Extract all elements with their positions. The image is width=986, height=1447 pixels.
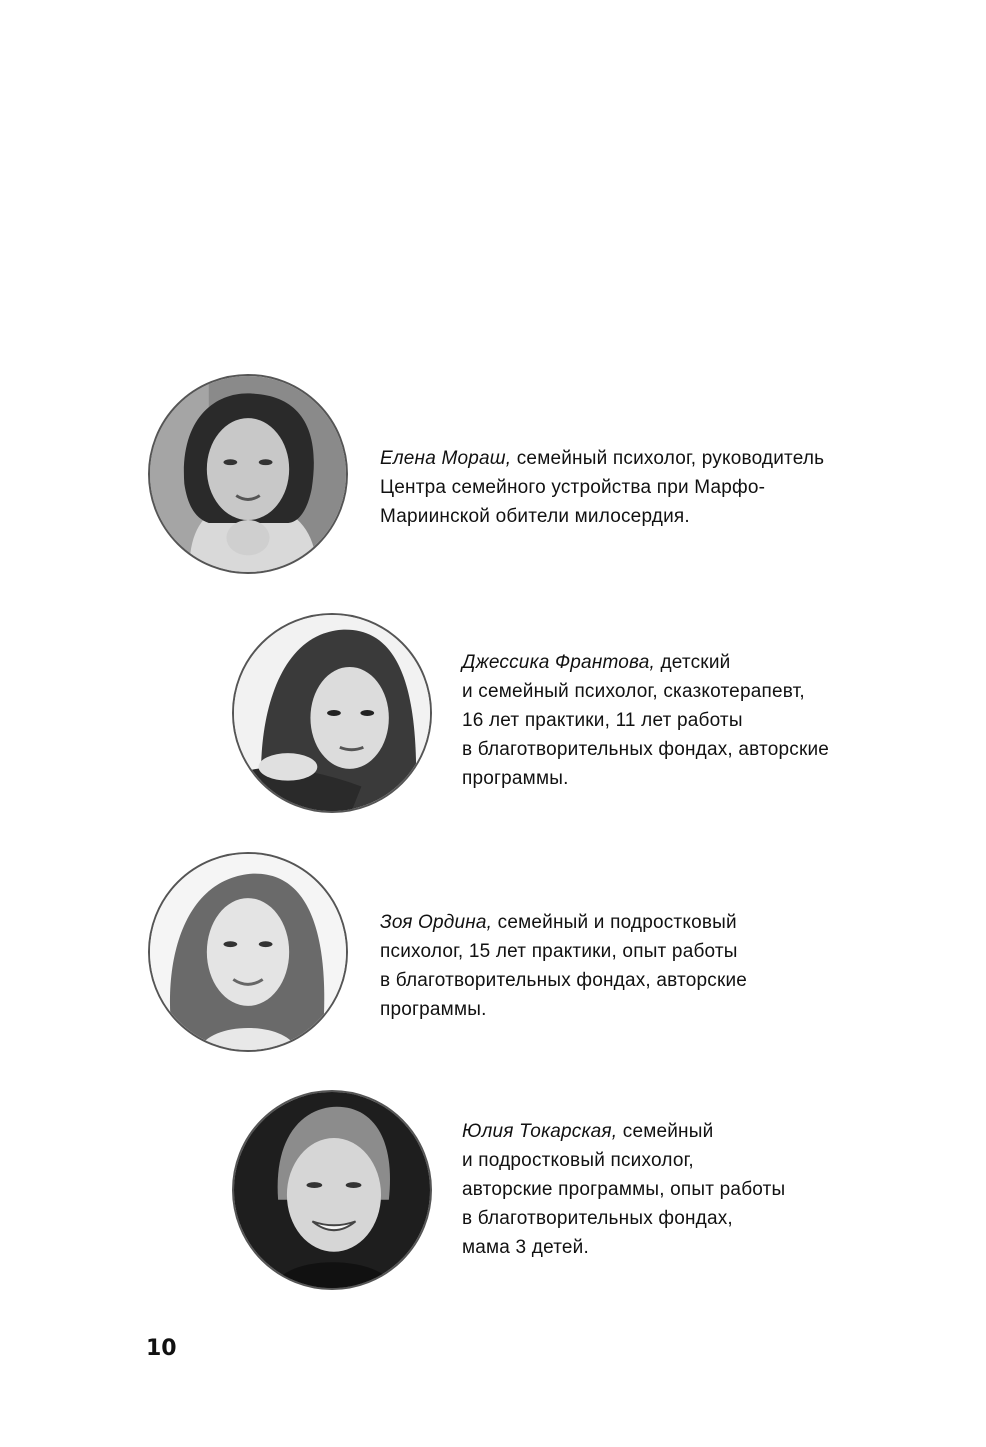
author-name: Елена Мораш, xyxy=(380,448,512,469)
bio-line: детский xyxy=(655,652,731,673)
bio-line: в благотворительных фондах, авторские xyxy=(380,970,748,991)
bio-line: Мариинской обители милосердия. xyxy=(380,506,690,527)
author-bio-jessica-frantova xyxy=(462,648,829,793)
bio-line: программы. xyxy=(462,768,569,789)
bio-line: семейный xyxy=(617,1121,714,1142)
bio-line: в благотворительных фондах, xyxy=(462,1208,733,1229)
author-bio-yulia-tokarskaya xyxy=(462,1117,785,1262)
portrait-image xyxy=(150,854,346,1050)
author-name: Джессика Франтова, xyxy=(462,652,656,673)
portrait-image xyxy=(150,376,346,572)
bio-line: авторские программы, опыт работы xyxy=(462,1179,786,1200)
bio-line: и подростковый психолог, xyxy=(462,1150,694,1171)
bio-line: семейный психолог, руководитель xyxy=(511,448,825,469)
page-number: 10 xyxy=(146,1336,177,1361)
author-bio-elena-morash xyxy=(380,444,824,531)
author-photo-zoya-ordina xyxy=(148,852,348,1052)
bio-line: в благотворительных фондах, авторские xyxy=(462,739,830,760)
author-photo-yulia-tokarskaya xyxy=(232,1090,432,1290)
bio-line: программы. xyxy=(380,999,487,1020)
bio-line: семейный и подростковый xyxy=(492,912,737,933)
bio-line: и семейный психолог, сказкотерапевт, xyxy=(462,681,805,702)
author-photo-elena-morash xyxy=(148,374,348,574)
author-name: Зоя Ордина, xyxy=(380,912,493,933)
bio-line: психолог, 15 лет практики, опыт работы xyxy=(380,941,738,962)
bio-line: Центра семейного устройства при Марфо- xyxy=(380,477,766,498)
bio-line: 16 лет практики, 11 лет работы xyxy=(462,710,743,731)
bio-line: мама 3 детей. xyxy=(462,1237,589,1258)
portrait-image xyxy=(234,1092,430,1288)
author-bio-zoya-ordina xyxy=(380,908,747,1024)
author-photo-jessica-frantova xyxy=(232,613,432,813)
author-name: Юлия Токарская, xyxy=(462,1121,618,1142)
portrait-image xyxy=(234,615,430,811)
